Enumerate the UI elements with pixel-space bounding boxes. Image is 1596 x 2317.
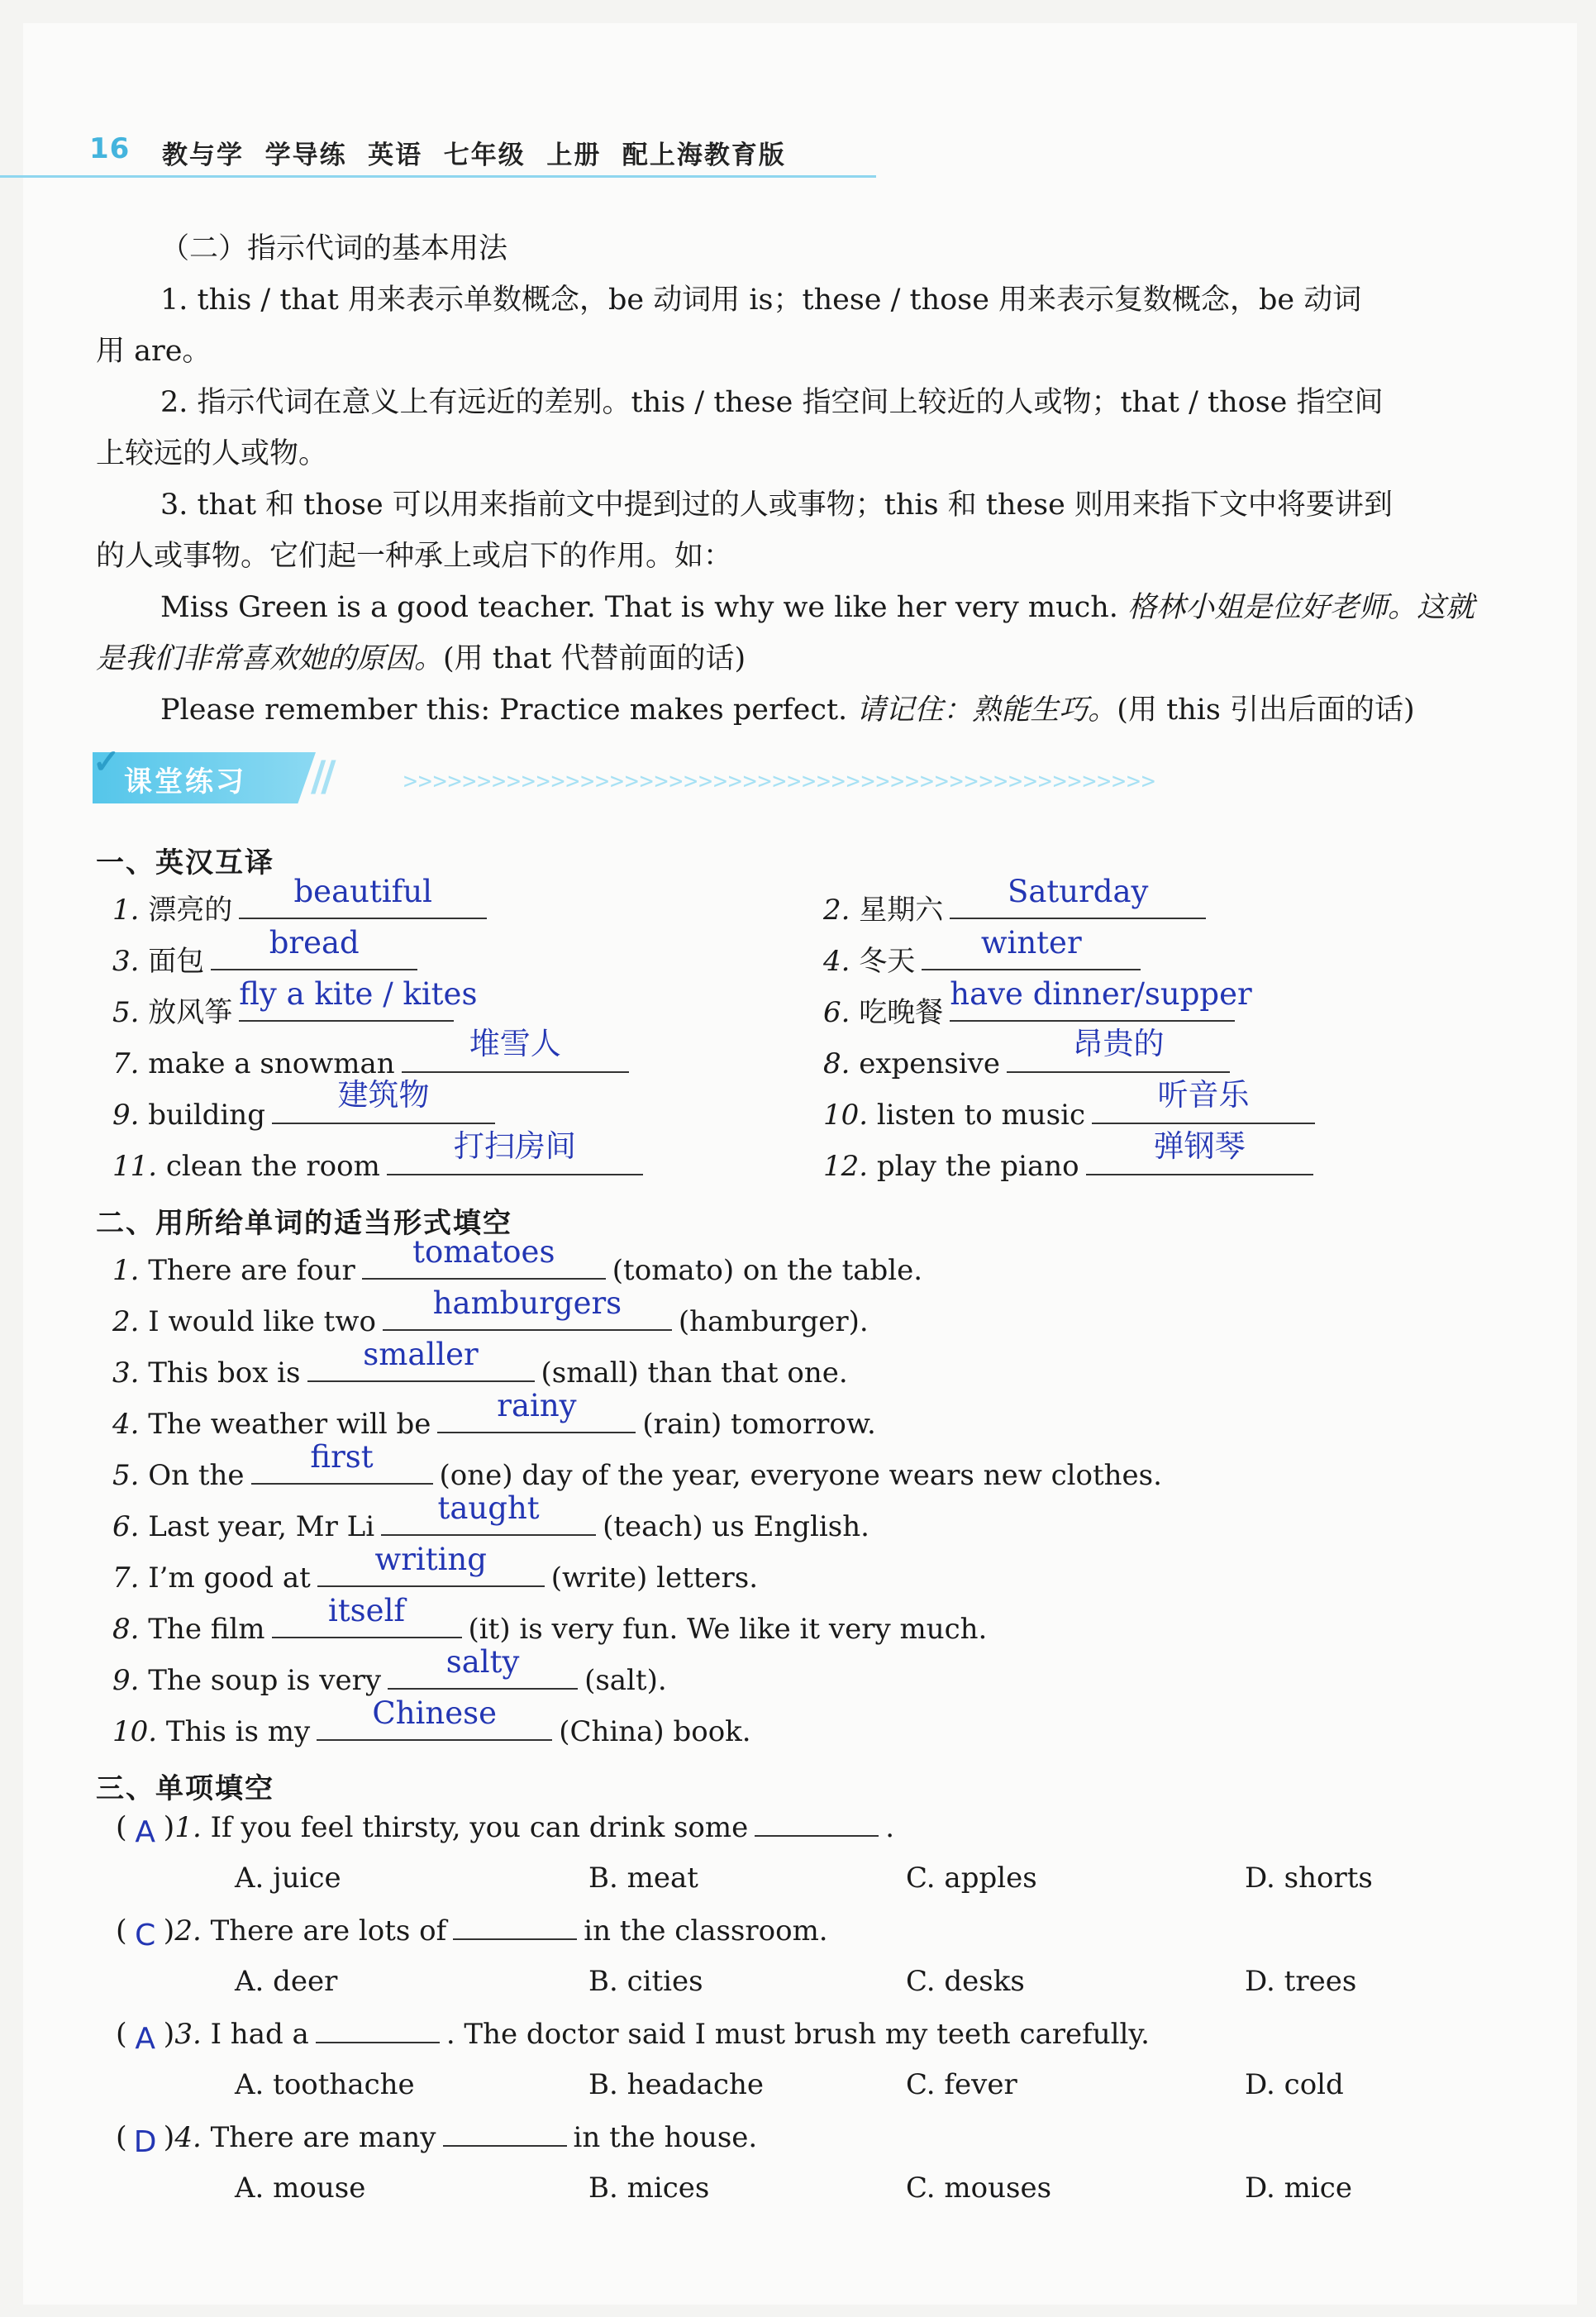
translation-item — [823, 1128, 1320, 1192]
question-start: If you feel thirsty, you can drink some — [210, 1811, 749, 1844]
answer-option[interactable]: C. desks — [906, 1965, 1025, 1998]
multiple-choice-question — [116, 2017, 1150, 2068]
choice-answer[interactable]: C — [135, 1919, 156, 1952]
item-number: 5. — [112, 996, 149, 1029]
answer-option[interactable]: D. trees — [1245, 1965, 1357, 1998]
sentence-start: I would like two — [148, 1305, 376, 1338]
sentence-start: This is my — [165, 1715, 311, 1748]
banner-label: 课堂练习 — [124, 765, 246, 799]
item-number: 3. — [112, 1356, 149, 1390]
question-start: There are lots of — [210, 1914, 447, 1948]
item-prompt: clean the room — [165, 1150, 380, 1183]
sentence-end: (hamburger). — [678, 1305, 869, 1338]
grammar-rule-1: 1. this / that 用来表示单数概念，be 动词用 is；these / those 用来表示复数概念，be 动词 — [160, 284, 1362, 317]
sentence-end: (China) book. — [559, 1715, 751, 1748]
answer-blank[interactable] — [317, 1542, 545, 1587]
answer-option[interactable]: D. mice — [1245, 2172, 1352, 2205]
header-rule — [0, 175, 876, 178]
handwritten-answer: tomatoes — [412, 1234, 555, 1270]
answer-blank[interactable] — [317, 1695, 552, 1741]
handwritten-answer: 堆雪人 — [469, 1026, 561, 1061]
example-1 — [96, 582, 1582, 633]
question-end: in the classroom. — [584, 1914, 828, 1948]
grammar-rule-1-cont: 用 are。 — [96, 335, 212, 368]
answer-blank[interactable] — [1086, 1128, 1313, 1175]
example-1-note: (用 that 代替前面的话) — [443, 642, 746, 675]
grammar-rule-2-cont: 上较远的人或物。 — [96, 437, 328, 470]
sentence-start: Last year, Mr Li — [148, 1510, 375, 1543]
grammar-rule-2: 2. 指示代词在意义上有远近的差别。this / these 指空间上较近的人或物；that / those 指空间 — [160, 386, 1384, 419]
slash-decoration-icon: // — [311, 752, 331, 800]
item-number: 10. — [112, 1715, 166, 1748]
question-blank — [755, 1810, 879, 1837]
answer-blank[interactable] — [239, 976, 478, 1022]
answer-blank[interactable] — [387, 1128, 643, 1175]
handwritten-answer: have dinner/supper — [950, 976, 1252, 1012]
answer-blank[interactable] — [437, 1388, 636, 1433]
item-number: 10. — [823, 1099, 877, 1132]
item-number: 2. — [823, 894, 860, 927]
choice-answer[interactable]: D — [133, 2125, 157, 2159]
bracket-close: ) — [163, 2018, 175, 2051]
item-prompt: 冬天 — [859, 945, 916, 978]
item-number: 1. — [174, 1811, 211, 1844]
item-prompt: play the piano — [876, 1150, 1079, 1183]
handwritten-answer: Chinese — [372, 1695, 497, 1731]
page-number: 16 — [89, 132, 131, 165]
answer-option[interactable]: B. cities — [588, 1965, 703, 1998]
answer-blank[interactable] — [211, 925, 417, 970]
answer-option[interactable]: D. shorts — [1245, 1862, 1373, 1895]
handwritten-answer: fly a kite / kites — [239, 976, 478, 1012]
answer-blank[interactable] — [272, 1593, 462, 1638]
sentence-start: The weather will be — [148, 1408, 431, 1441]
handwritten-answer: 弹钢琴 — [1153, 1128, 1246, 1164]
item-number: 8. — [823, 1047, 860, 1080]
book-title: 教与学 学导练 英语 七年级 上册 配上海教育版 — [162, 141, 786, 170]
answer-option[interactable]: D. cold — [1245, 2068, 1344, 2101]
handwritten-answer: rainy — [497, 1388, 577, 1423]
answer-blank[interactable] — [402, 1026, 629, 1073]
sentence-start: There are four — [148, 1254, 355, 1287]
sentence-end: (small) than that one. — [541, 1356, 848, 1390]
example-2 — [96, 684, 1582, 736]
sentence-start: This box is — [148, 1356, 301, 1390]
item-number: 7. — [112, 1047, 149, 1080]
section-1-title: 一、英汉互译 — [96, 846, 274, 880]
item-prompt: 吃晚餐 — [859, 996, 944, 1029]
example-2-note: (用 this 引出后面的话) — [1117, 694, 1415, 727]
item-number: 12. — [823, 1150, 877, 1183]
item-prompt: make a snowman — [148, 1047, 395, 1080]
page-header — [0, 116, 876, 177]
handwritten-answer: 打扫房间 — [453, 1128, 576, 1164]
bracket-open: ( — [116, 1914, 127, 1948]
answer-blank[interactable] — [388, 1644, 578, 1690]
sentence-end: (write) letters. — [550, 1561, 759, 1595]
item-prompt: 放风筝 — [148, 996, 233, 1029]
answer-option[interactable]: B. headache — [588, 2068, 764, 2101]
item-number: 4. — [823, 945, 860, 978]
handwritten-answer: first — [310, 1439, 374, 1475]
answer-blank[interactable] — [251, 1439, 433, 1485]
question-blank — [316, 2017, 440, 2043]
item-number: 3. — [112, 945, 149, 978]
handwritten-answer: taught — [437, 1490, 540, 1526]
multiple-choice-question — [116, 2120, 757, 2172]
handwritten-answer: 建筑物 — [337, 1077, 430, 1113]
item-prompt: listen to music — [876, 1099, 1086, 1132]
item-number: 9. — [112, 1099, 149, 1132]
question-start: There are many — [210, 2121, 436, 2154]
question-end: . — [885, 1811, 895, 1844]
answer-blank[interactable] — [1092, 1077, 1315, 1124]
sentence-end: (it) is very fun. We like it very much. — [468, 1613, 988, 1646]
answer-blank[interactable] — [307, 1337, 535, 1382]
section-3-title: 三、单项填空 — [96, 1772, 274, 1805]
bracket-open: ( — [116, 1811, 127, 1844]
answer-option[interactable]: B. mices — [588, 2172, 710, 2205]
item-number: 1. — [112, 894, 149, 927]
fill-in-item — [112, 1388, 876, 1450]
question-blank — [443, 2120, 567, 2147]
sentence-start: The film — [148, 1613, 265, 1646]
choice-answer[interactable]: A — [135, 1815, 155, 1849]
answer-blank[interactable] — [239, 874, 487, 919]
item-number: 8. — [112, 1613, 149, 1646]
example-1-chinese-cont: 是我们非常喜欢她的原因。 — [96, 642, 444, 675]
item-prompt: expensive — [859, 1047, 1000, 1080]
example-2-english: Please remember this: Practice makes perfect. — [160, 694, 848, 727]
multiple-choice-question — [116, 1914, 828, 1965]
question-end: . The doctor said I must brush my teeth carefully. — [445, 2018, 1150, 2051]
question-start: I had a — [210, 2018, 309, 2051]
handwritten-answer: 听音乐 — [1157, 1077, 1250, 1113]
bracket-open: ( — [116, 2018, 127, 2051]
item-number: 4. — [112, 1408, 149, 1441]
handwritten-answer: bread — [269, 925, 360, 961]
handwritten-answer: Saturday — [1008, 874, 1149, 909]
item-number: 3. — [174, 2018, 211, 2051]
sentence-start: The soup is very — [148, 1664, 382, 1697]
sentence-start: I’m good at — [148, 1561, 311, 1595]
item-number: 5. — [112, 1459, 149, 1492]
handwritten-answer: 昂贵的 — [1072, 1026, 1165, 1061]
bracket-close: ) — [163, 1811, 175, 1844]
fill-in-item — [112, 1695, 751, 1757]
answer-option[interactable]: A. deer — [235, 1965, 338, 1998]
grammar-heading: （二）指示代词的基本用法 — [160, 232, 508, 265]
answer-blank[interactable] — [272, 1077, 495, 1124]
answer-option[interactable]: A. mouse — [235, 2172, 366, 2205]
handwritten-answer: winter — [980, 925, 1082, 961]
answer-option[interactable]: C. fever — [906, 2068, 1017, 2101]
example-1-english: Miss Green is a good teacher. That is why we like her very much. — [160, 591, 1118, 624]
item-number: 2. — [174, 1914, 211, 1948]
arrow-decoration: >>>>>>>>>>>>>>>>>>>>>>>>>>>>>>>>>>>>>>>>>>>>>>>>>>> — [403, 767, 1156, 794]
answer-option[interactable]: C. mouses — [906, 2172, 1052, 2205]
question-blank — [453, 1914, 577, 1940]
handwritten-answer: itself — [327, 1593, 406, 1628]
item-number: 2. — [112, 1305, 149, 1338]
question-end: in the house. — [573, 2121, 758, 2154]
grammar-rule-3: 3. that 和 those 可以用来指前文中提到过的人或事物；this 和 these 则用来指下文中将要讲到 — [160, 489, 1393, 522]
item-prompt: 漂亮的 — [148, 894, 233, 927]
handwritten-answer: hamburgers — [432, 1285, 622, 1321]
answer-blank[interactable] — [383, 1285, 672, 1331]
item-prompt: 星期六 — [859, 894, 944, 927]
answer-option[interactable]: B. meat — [588, 1862, 698, 1895]
bracket-close: ) — [163, 2121, 175, 2154]
item-number: 7. — [112, 1561, 149, 1595]
multiple-choice-question — [116, 1810, 894, 1862]
answer-option[interactable]: A. juice — [235, 1862, 341, 1895]
grammar-rule-3-cont: 的人或事物。它们起一种承上或启下的作用。如： — [96, 540, 733, 573]
item-number: 4. — [174, 2121, 211, 2154]
answer-blank[interactable] — [922, 925, 1141, 970]
handwritten-answer: beautiful — [293, 874, 433, 909]
answer-option[interactable]: C. apples — [906, 1862, 1037, 1895]
answer-blank[interactable] — [381, 1490, 596, 1536]
sentence-start: On the — [148, 1459, 245, 1492]
bracket-close: ) — [163, 1914, 175, 1948]
choice-answer[interactable]: A — [135, 2022, 155, 2056]
item-number: 6. — [112, 1510, 149, 1543]
example-2-chinese: 请记住：熟能生巧。 — [856, 694, 1117, 727]
translation-item — [112, 1128, 650, 1192]
sentence-end: (teach) us English. — [603, 1510, 869, 1543]
sentence-end: (salt). — [584, 1664, 667, 1697]
classroom-practice-banner — [93, 742, 1514, 812]
item-number: 9. — [112, 1664, 149, 1697]
handwritten-answer: salty — [445, 1644, 520, 1680]
answer-blank[interactable] — [362, 1234, 606, 1280]
answer-blank[interactable] — [950, 874, 1206, 919]
sentence-end: (one) day of the year, everyone wears new clothes. — [439, 1459, 1162, 1492]
handwritten-answer: smaller — [363, 1337, 479, 1372]
sentence-end: (rain) tomorrow. — [642, 1408, 876, 1441]
sentence-end: (tomato) on the table. — [612, 1254, 923, 1287]
example-1-cont — [96, 633, 1517, 684]
answer-blank[interactable] — [1007, 1026, 1230, 1073]
answer-option[interactable]: A. toothache — [235, 2068, 415, 2101]
answer-blank[interactable] — [950, 976, 1252, 1022]
check-icon: ✓ — [93, 742, 121, 781]
fill-in-item — [112, 1439, 1162, 1501]
section-2-title: 二、用所给单词的适当形式填空 — [96, 1207, 512, 1240]
item-prompt: 面包 — [148, 945, 205, 978]
item-number: 11. — [112, 1150, 166, 1183]
example-1-chinese: 格林小姐是位好老师。这就 — [1127, 591, 1475, 624]
item-number: 6. — [823, 996, 860, 1029]
bracket-open: ( — [116, 2121, 127, 2154]
item-prompt: building — [148, 1099, 265, 1132]
item-number: 1. — [112, 1254, 149, 1287]
handwritten-answer: writing — [374, 1542, 487, 1577]
